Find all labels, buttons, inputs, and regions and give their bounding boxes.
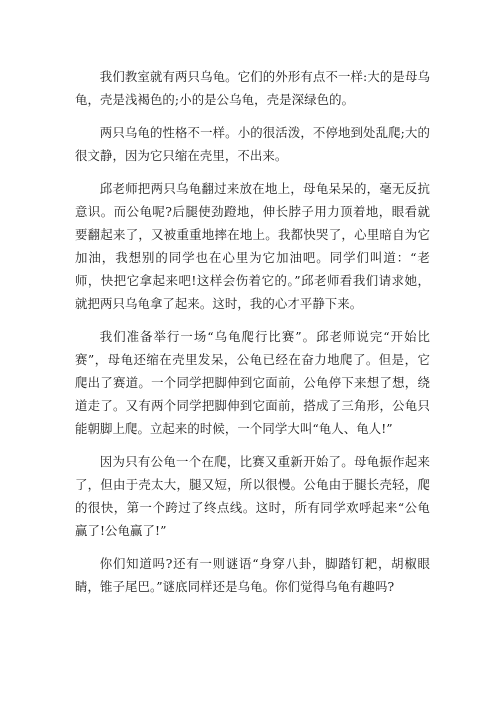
paragraph-6: 你们知道吗?还有一则谜语“身穿八卦，脚踏钉耙，胡椒眼睛，锥子尾巴。”谜底同样还是乌龟。你们觉得乌龟有趣吗?	[75, 556, 430, 594]
paragraph-5: 因为只有公龟一个在爬，比赛又重新开始了。母龟振作起来了，但由于壳太大，腿又短，所以很慢。公龟由于腿长壳轻，爬的很快，第一个跨过了终点线。这时，所有同学欢呼起来“公龟赢了!公龟赢了!”	[75, 454, 430, 538]
paragraph-4: 我们准备举行一场“乌龟爬行比赛”。邱老师说完“开始比赛”，母龟还缩在壳里发呆，公龟已经在奋力地爬了。但是，它爬出了赛道。一个同学把脚伸到它面前，公龟停下来想了想，绕道走了。又有两个同学把脚伸到它面前，搭成了三角形，公龟只能朝脚上爬。立起来的时候，一个同学大叫“龟人、龟人!”	[75, 329, 430, 436]
document-body	[75, 65, 430, 608]
paragraph-2: 两只乌龟的性格不一样。小的很活泼，不停地到处乱爬;大的很文静，因为它只缩在壳里，不出来。	[75, 125, 430, 163]
paragraph-1: 我们教室就有两只乌龟。它们的外形有点不一样:大的是母乌龟，壳是浅褐色的;小的是公乌龟，壳是深绿色的。	[75, 69, 430, 107]
paragraph-3: 邱老师把两只乌龟翻过来放在地上，母龟呆呆的，毫无反抗意识。而公龟呢?后腿使劲蹬地，伸长脖子用力顶着地，眼看就要翻起来了，又被重重地摔在地上。我都快哭了，心里暗自为它加油，我想别的同学也在心里为它加油吧。同学们叫道：“老师，快把它拿起来吧!这样会伤着它的。”邱老师看我们请求她，就把两只乌龟拿了起来。这时，我的心才平静下来。	[75, 181, 430, 311]
